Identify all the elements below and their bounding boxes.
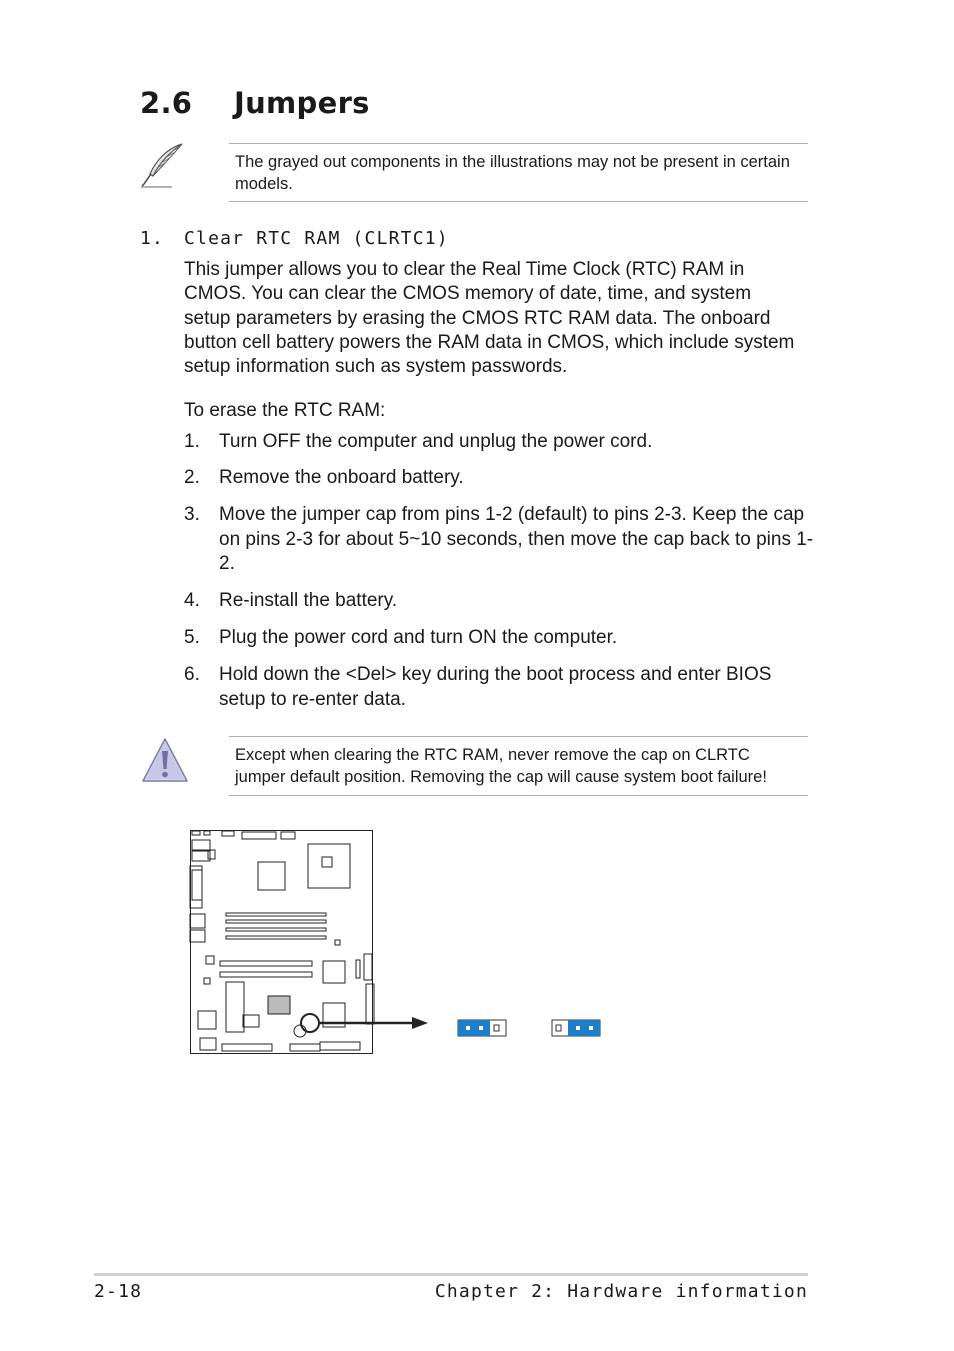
footer-rule	[94, 1273, 808, 1276]
section-heading	[140, 86, 370, 120]
warning-box	[229, 736, 808, 796]
step-number: 3.	[184, 504, 200, 525]
step-number: 4.	[184, 590, 200, 611]
step-number: 5.	[184, 627, 200, 648]
step-number: 2.	[184, 467, 200, 488]
note-text: The grayed out components in the illustrations may not be present in certain models.	[235, 153, 790, 193]
clrtc1-location-marker	[301, 1014, 319, 1032]
list-item	[184, 503, 814, 577]
jumper-clear-2-3	[552, 1020, 600, 1036]
item-number: 1.	[140, 228, 165, 249]
list-item	[184, 663, 814, 712]
warning-triangle-icon	[140, 736, 190, 786]
warning-text: Except when clearing the RTC RAM, never remove the cap on CLRTC jumper default position. Removing the cap will cause system boot failure!	[235, 746, 767, 786]
step-text: Plug the power cord and turn ON the computer.	[219, 627, 618, 648]
cpu-socket	[308, 844, 350, 888]
step-text: Turn OFF the computer and unplug the power cord.	[219, 431, 653, 452]
jumper-cap	[568, 1020, 600, 1036]
dimm-slot	[226, 913, 326, 916]
note-box	[229, 143, 808, 202]
section-title: Jumpers	[234, 86, 370, 120]
list-item	[184, 626, 814, 651]
item-title	[140, 228, 449, 249]
step-text: Move the jumper cap from pins 1-2 (default) to pins 2-3. Keep the cap on pins 2-3 for about 5~10 seconds, then move the cap back to pins 1-2.	[219, 504, 814, 574]
footer-chapter: Chapter 2: Hardware information	[434, 1281, 808, 1302]
dimm-slot	[226, 936, 326, 939]
footer-page-number: 2-18	[94, 1281, 143, 1302]
step-number: 1.	[184, 431, 200, 452]
list-item	[184, 589, 814, 614]
step-number: 6.	[184, 664, 200, 685]
dimm-slot	[226, 920, 326, 923]
step-text: Hold down the <Del> key during the boot process and enter BIOS setup to re-enter data.	[219, 664, 772, 710]
jumper-cap	[458, 1020, 490, 1036]
description-paragraph: This jumper allows you to clear the Real Time Clock (RTC) RAM in CMOS. You can clear the CMOS memory of date, time, and system setup parameters by erasing the CMOS RTC RAM data. The onboard button cell battery powers the RAM data in CMOS, which include system setup information such as system passwords.	[184, 259, 795, 378]
chipset	[268, 996, 290, 1014]
jumper-normal-1-2	[458, 1020, 506, 1036]
procedure-intro: To erase the RTC RAM:	[184, 400, 386, 421]
dimm-slot	[226, 928, 326, 931]
list-item	[184, 466, 814, 491]
step-text: Remove the onboard battery.	[219, 467, 464, 488]
step-text: Re-install the battery.	[219, 590, 398, 611]
top-header	[242, 832, 276, 839]
motherboard-layout-diagram	[180, 820, 620, 1065]
section-number: 2.6	[140, 86, 193, 120]
list-item	[184, 430, 814, 455]
feather-pen-icon	[138, 140, 188, 190]
pci-slot	[220, 961, 312, 966]
item-title-text: Clear RTC RAM (CLRTC1)	[184, 228, 449, 249]
pci-slot	[220, 972, 312, 977]
